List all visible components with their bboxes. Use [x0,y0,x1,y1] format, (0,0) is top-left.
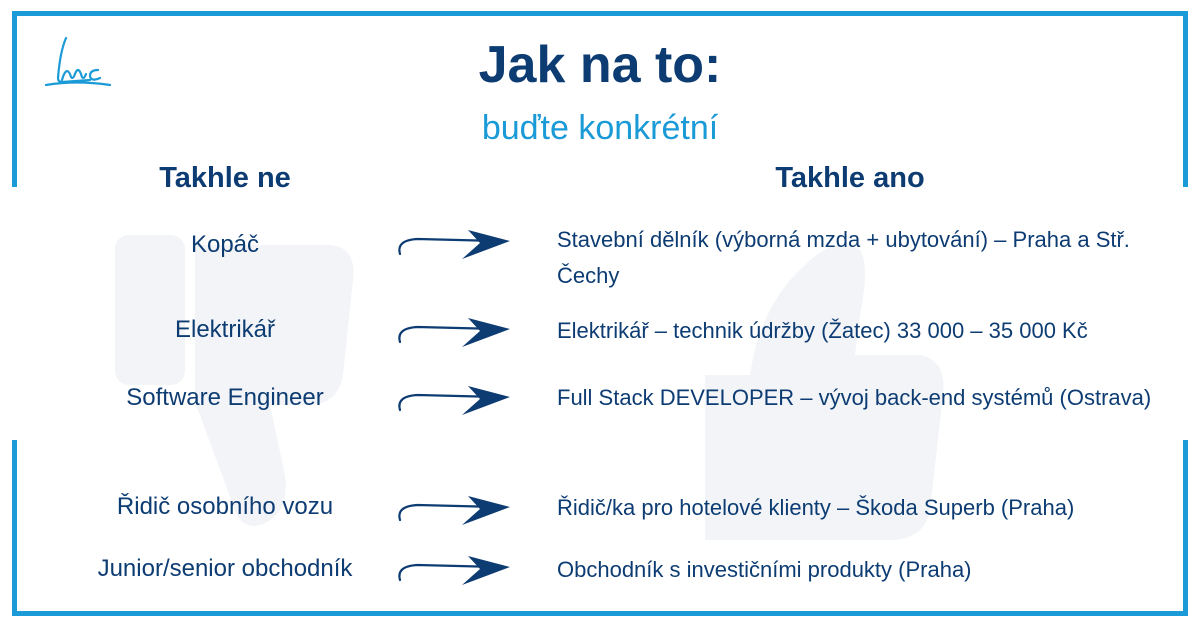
right-example: Řidič/ka pro hotelové klienty – Škoda Superb (Praha) [557,495,1075,520]
arrow-right-icon [392,314,516,350]
right-column-heading: Takhle ano [775,162,925,194]
wrong-example: Junior/senior obchodník [97,555,353,582]
frame-top [12,11,1188,16]
right-example: Obchodník s investičními produkty (Praha) [557,557,972,582]
arrow-right-icon [392,382,516,418]
wrong-example: Řidič osobního vozu [116,493,334,520]
page-title: Jak na to: [478,36,722,94]
arrow-right-icon [392,552,516,588]
list-item [0,490,1200,560]
list-item [0,552,1200,622]
list-item [0,380,1200,450]
arrow-right-icon [392,226,516,262]
wrong-example: Kopáč [190,231,260,258]
left-column-heading: Takhle ne [159,162,291,194]
wrong-example: Elektrikář [174,316,276,343]
right-example: Stavební dělník (výborná mzda + ubytování) – Praha a Stř. Čechy [557,227,1130,288]
arrow-right-icon [392,492,516,528]
list-item [0,312,1200,382]
right-example: Full Stack DEVELOPER – vývoj back-end systémů (Ostrava) [557,385,1152,410]
page-subtitle: buďte konkrétní [481,109,719,147]
wrong-example: Software Engineer [126,384,324,411]
list-item [0,222,1200,292]
right-example: Elektrikář – technik údržby (Žatec) 33 000 – 35 000 Kč [557,318,1088,343]
